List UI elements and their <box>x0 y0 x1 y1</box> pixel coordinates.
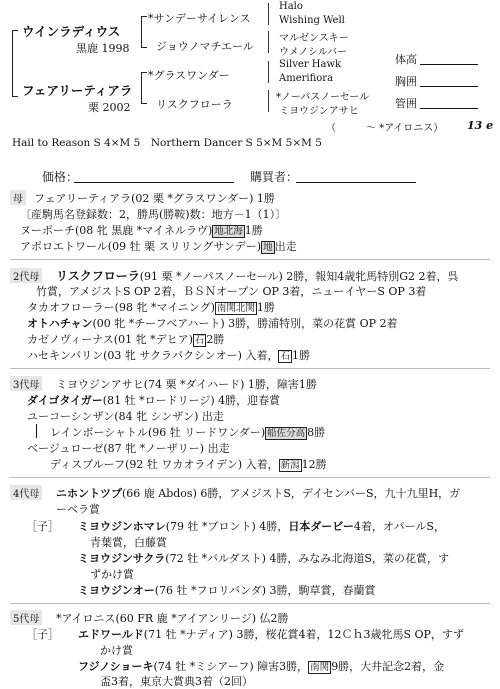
offspring-2-result: 出走 <box>274 240 297 253</box>
cannon-label: 管囲 <box>395 97 417 110</box>
g4-c1-name: ミヨウジンホマレ <box>78 520 166 533</box>
offspring-1-text: ヌーポーチ(08 牝 黒鹿 *マイネルラヴ) <box>20 224 213 237</box>
g4-tag: 4代母 <box>10 485 42 500</box>
g5-child-1 <box>78 626 464 642</box>
sire-dam: ジョウノマチエール <box>156 40 254 53</box>
g2-l3-box: 石 <box>194 335 205 346</box>
g3-brace-4 <box>268 90 269 112</box>
ancestor-note: （ ～ *アイロニス） <box>326 123 444 134</box>
g4-c1-rest2: 4着，オパールS， <box>353 520 445 533</box>
g4-head-cont: ーベラ賞 <box>56 503 100 516</box>
dam-side-brace <box>141 72 147 104</box>
offspring-2-text: アポロエトワール(09 牡 栗 スリリングサンデー) <box>20 240 262 253</box>
g3-ancestor-3: マルゼンスキー <box>279 33 349 44</box>
g4-name: ニホントツプ <box>56 487 122 500</box>
g3-l5-text: ディスブルーフ(92 牡 ワカオライデン) 入着， <box>50 458 279 471</box>
chest-field[interactable] <box>420 86 478 87</box>
price-label: 価格： <box>42 170 79 184</box>
dam-note: 〔産駒馬名登録数：2，勝馬(勝鞍)数：地方－1（1）〕 <box>20 208 287 221</box>
g2-head-rest: (91 栗 *ノーパスノーセール) 2勝，報知4歳牝馬特別G2 2着，呉 <box>139 270 459 283</box>
g2-l4-result: 1勝 <box>292 349 310 362</box>
g3-ancestor-7: *ノーパスノーセール <box>276 92 370 103</box>
buyer-label: 購買者： <box>250 170 299 184</box>
g2-line-4 <box>27 347 310 363</box>
horse-info: 黒鹿 1998 <box>76 42 130 55</box>
g5-label <box>10 610 42 625</box>
g3-l1-rest: (81 牡 *ロードリージ) 4勝，迎春賞 <box>102 394 281 407</box>
g4-child-2-cont: ずかけ賞 <box>90 568 134 581</box>
g2-l3-result: 2勝 <box>206 333 225 346</box>
g3-line-5 <box>50 456 327 472</box>
g3-brace-1 <box>268 3 269 25</box>
g2-head-cont: 竹賞，アメジストS OP 2着，ＢＳＮオープン OP 3着，ニューイヤーS OP 3着 <box>36 285 427 298</box>
g3-head: ミヨウジンアサヒ(74 栗 *ダイハード) 1勝，障害1勝 <box>56 378 317 391</box>
g4-child-1-cont: 青葉賞，白藤賞 <box>90 536 167 549</box>
g5-head: *アイロニス(60 FR 鹿 *アイアンリージ) 仏2勝 <box>56 612 289 625</box>
g3-l3-result: 8勝 <box>307 426 326 439</box>
g2-name: リスクフローラ <box>56 269 140 283</box>
g5-c1-name: エドワールド <box>78 628 144 641</box>
inbreeding-text: Hail to Reason S 4×M 5 Northern Dancer S 5×M 5×M 5 <box>12 137 322 149</box>
g2-l1-text: タカオフローラー(98 牝 *マイニング) <box>27 301 215 314</box>
g5-tag: 5代母 <box>10 610 42 625</box>
g2-line-2 <box>27 315 398 331</box>
g5-child-2-cont: 盃3着，東京大賞典3着（2回） <box>100 675 253 688</box>
divider-3 <box>10 477 490 478</box>
g4-head <box>56 485 460 501</box>
dam-dam: リスクフローラ <box>156 98 233 111</box>
dam-label <box>10 190 26 205</box>
g2-line-3 <box>27 331 224 347</box>
g2-line-1 <box>27 299 275 315</box>
sire-brace <box>141 16 147 48</box>
g2-l2-rest: (00 牝 *チーフベアハート) 3勝，勝浦特別，菜の花賞 OP 2着 <box>92 317 398 330</box>
g2-l1-result: 1勝 <box>256 301 275 314</box>
g2-label <box>10 268 42 283</box>
offspring-2-box: 地 <box>263 242 273 253</box>
g3-brace-2 <box>268 31 269 53</box>
g2-l2-name: オトハチャン <box>27 317 93 330</box>
g3-line-4: ベージュローゼ(87 牝 *ノーザリー) 出走 <box>27 442 230 455</box>
g3-ancestor-5: Silver Hawk <box>279 59 342 70</box>
g5-c2-box: 南関 <box>310 662 330 673</box>
g2-tag: 2代母 <box>10 268 42 283</box>
g3-l3-box: 船佐分高 <box>267 428 306 439</box>
horse-name: ウインラディウス <box>22 24 121 39</box>
g2-l3-text: カゼノヴィーナス(01 牝 *デヒア) <box>27 333 193 346</box>
g3-ancestor-8: ミヨウジンアサヒ <box>279 106 359 117</box>
g2-head <box>56 267 459 284</box>
offspring-1-box: 地北海 <box>214 226 243 237</box>
height-field[interactable] <box>420 64 478 65</box>
main-brace <box>12 30 18 97</box>
g3-l5-box: 新潟 <box>280 460 300 471</box>
chest-label: 胸囲 <box>395 75 417 88</box>
g4-label <box>10 485 42 500</box>
divider-4 <box>10 603 490 604</box>
divider-2 <box>10 368 490 369</box>
g3-label <box>10 376 42 391</box>
dam-tag: 母 <box>10 190 26 205</box>
g3-tree-bar <box>36 424 37 438</box>
g5-c2-rest2: 9勝，大井記念2着，金 <box>331 660 445 673</box>
g3-ancestor-4: ウメノシルバー <box>279 47 348 58</box>
price-field[interactable] <box>74 182 234 183</box>
g4-head-rest: (66 鹿 Abdos) 6勝，アメジストS，デイセンバーS，九十九里H，ガ <box>122 487 461 500</box>
g4-c3-rest: (76 牡 *フロリバンダ) 3勝，駒草賞，春蘭賞 <box>154 584 376 597</box>
sire-sire: *サンデーサイレンス <box>148 12 251 25</box>
g5-child-2 <box>78 658 444 674</box>
g3-line-2: ユーコーシンザン(84 牝 シンザン) 出走 <box>27 410 224 423</box>
height-label: 体高 <box>395 53 417 66</box>
g3-ancestor-6: Amerifiora <box>279 73 334 84</box>
g4-c3-name: ミヨウジンオー <box>78 584 155 597</box>
cannon-field[interactable] <box>420 108 478 109</box>
g3-line-1 <box>27 392 280 408</box>
g2-l1-box: 南関北関 <box>216 303 255 314</box>
family-number: 13 e <box>467 119 494 132</box>
g3-tag: 3代母 <box>10 376 42 391</box>
offspring-1-result: 1勝 <box>244 224 263 237</box>
g3-ancestor-1: Halo <box>279 1 303 12</box>
buyer-field[interactable] <box>296 182 416 183</box>
g3-l1-name: ダイゴタイガー <box>27 394 103 407</box>
dam-info: 栗 2002 <box>88 101 131 114</box>
g3-brace-3 <box>268 61 269 83</box>
g4-child-1 <box>78 518 445 534</box>
g2-l4-text: ハセキンバリン(03 牝 サクラバクシンオー) 入着， <box>27 349 279 362</box>
g2-l4-box: 石 <box>280 351 290 362</box>
g5-child-1-cont: かけ賞 <box>100 644 133 657</box>
g3-line-3 <box>50 424 325 440</box>
g5-c2-name: フジノショーキ <box>78 660 154 673</box>
g4-child-label: ［子］ <box>26 520 59 533</box>
g4-c2-name: ミヨウジンサクラ <box>78 552 166 565</box>
g4-child-3 <box>78 582 376 598</box>
g3-l5-result: 12勝 <box>301 458 327 471</box>
g3-l3-text: レインボーシャトル(96 牡 リードワンダー) <box>50 426 266 439</box>
divider-1 <box>10 259 490 260</box>
g5-c1-rest: (71 牡 *ナディア) 3勝，桜花賞4着，12Ｃｈ3歳牝馬S OP，すず <box>143 628 465 641</box>
g5-c2-rest: (74 牡 *ミシアーフ) 障害3勝， <box>153 660 309 673</box>
dam-sire: *グラスワンダー <box>148 69 230 82</box>
dam-offspring-2 <box>20 238 297 254</box>
g5-child-label: ［子］ <box>26 628 59 641</box>
g4-c1-rest: (79 牡 *ブロント) 4勝， <box>165 520 289 533</box>
g3-ancestor-2: Wishing Well <box>279 15 345 26</box>
dam-offspring-1 <box>20 222 263 238</box>
dam-name: フェアリーティアラ <box>22 83 133 98</box>
dam-line: フェアリーティアラ(02 栗 *グラスワンダー) 1勝 <box>34 192 275 205</box>
g4-child-2 <box>78 550 449 566</box>
g4-c2-rest: (72 牡 *バルダスト) 4勝，みなみ北海道S，菜の花賞，す <box>165 552 449 565</box>
g4-c1-race: 日本ダービー <box>288 520 354 533</box>
